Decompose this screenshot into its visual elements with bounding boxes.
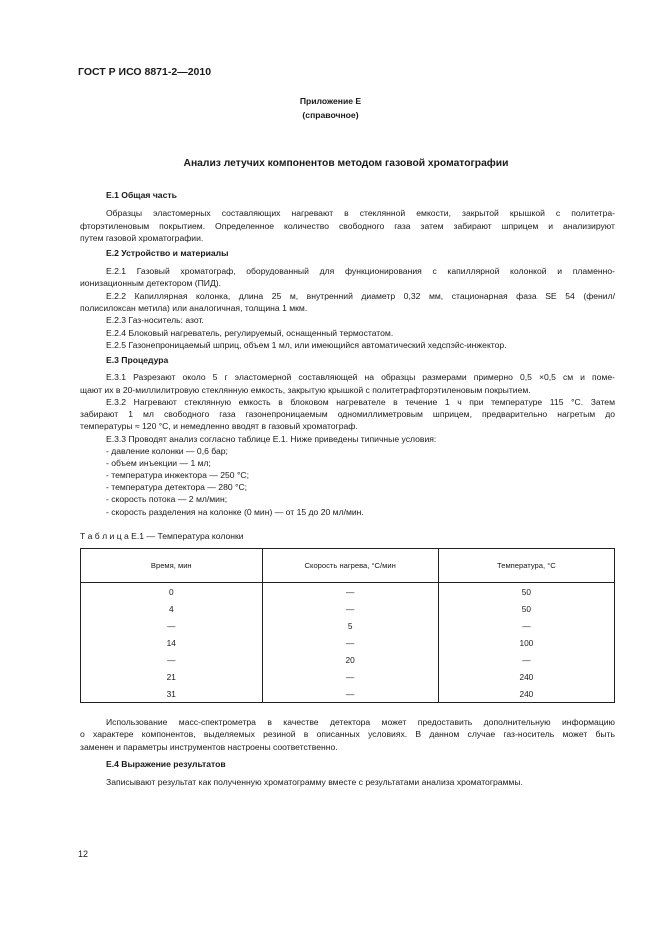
- table-row: [81, 634, 615, 651]
- annex-title: Приложение Е: [299, 96, 362, 106]
- paragraph-line: Е.3.1 Разрезают около 5 г эластомерной составляющей на образцы размерами примерно 0,5 ×0,5 см и поме-: [106, 372, 615, 382]
- section-heading: Е.2 Устройство и материалы: [106, 248, 229, 258]
- table-cell: —: [262, 634, 438, 651]
- paragraph-line: щают их в 20-миллилитровую стеклянную емкость, закрытую крышкой с политетрафторэтиленовым покрытием.: [80, 385, 531, 395]
- table-cell: —: [262, 668, 438, 685]
- paragraph-line: Использование масс-спектрометра в качестве детектора может предоставить дополнительную информацию: [106, 717, 615, 727]
- table-cell: —: [438, 651, 614, 668]
- list-item: - скорость разделения на колонке (0 мин) — от 15 до 20 мл/мин.: [106, 507, 364, 517]
- table-cell: 31: [81, 685, 263, 703]
- section-heading: Е.3 Процедура: [106, 355, 169, 365]
- paragraph-line: Е.2.4 Блоковый нагреватель, регулируемый, оснащенный термостатом.: [106, 328, 394, 338]
- paragraph-line: забирают 1 мл свободного газа газонепроницаемым одномиллиметровым шприцем, предварительно нагретым до: [80, 409, 615, 419]
- paragraph-line: Е.2.5 Газонепроницаемый шприц, объем 1 мл, или имеющийся автоматический хедспэйс-инжектор.: [106, 340, 507, 350]
- annex-subtitle: (справочное): [302, 110, 359, 120]
- table-cell: —: [81, 617, 263, 634]
- table-cell: —: [262, 685, 438, 703]
- paragraph-line: Е.2.1 Газовый хроматограф, оборудованный для функционирования с капиллярной колонкой и пламенно-: [106, 266, 615, 276]
- paragraph-line: путем газовой хроматографии.: [80, 233, 204, 243]
- table-cell: 14: [81, 634, 263, 651]
- paragraph-line: температуры ≈ 120 °С, и немедленно вводят в газовый хроматограф.: [80, 421, 358, 431]
- temperature-table: [80, 548, 615, 703]
- table-cell: 240: [438, 668, 614, 685]
- column-header-rate: Скорость нагрева, °С/мин: [262, 549, 438, 583]
- paragraph-line: Е.2.3 Газ-носитель: азот.: [106, 315, 204, 325]
- paragraph-line: Е.3.2 Нагревают стеклянную емкость в блоковом нагревателе в течение 1 ч при температуре 115 °С. Затем: [106, 397, 615, 407]
- table-row: [81, 685, 615, 703]
- paragraph-line: Е.3.3 Проводят анализ согласно таблице Е.1. Ниже приведены типичные условия:: [106, 434, 437, 444]
- table-row: [81, 583, 615, 601]
- table-cell: —: [262, 600, 438, 617]
- table-cell: 100: [438, 634, 614, 651]
- column-header-time: Время, мин: [81, 549, 263, 583]
- table-header-row: [81, 549, 615, 583]
- table-cell: —: [438, 617, 614, 634]
- table-cell: 4: [81, 600, 263, 617]
- paragraph-line: фторэтиленовым покрытием. Определенное количество свободного газа затем забирают шприцем и анализируют: [80, 221, 615, 231]
- paragraph-line: о характере компонентов, выделяемых резиной в описанных условиях. В данном случае газ-носитель может быть: [80, 729, 615, 739]
- main-title: Анализ летучих компонентов методом газовой хроматографии: [183, 158, 509, 169]
- paragraph-line: Образцы эластомерных составляющих нагревают в стеклянной емкости, закрытой крышкой с политетра-: [106, 208, 615, 218]
- table-row: [81, 617, 615, 634]
- table-row: [81, 651, 615, 668]
- paragraph-line: ионизационным детектором (ПИД).: [80, 278, 222, 288]
- paragraph-line: Записывают результат как полученную хроматограмму вместе с результатами анализа хроматограммы.: [106, 777, 523, 787]
- list-item: - температура инжектора — 250 °С;: [106, 470, 249, 480]
- table-cell: 20: [262, 651, 438, 668]
- table-cell: 50: [438, 600, 614, 617]
- table-row: [81, 600, 615, 617]
- table-caption: Т а б л и ц а Е.1 — Температура колонки: [80, 531, 244, 541]
- paragraph-line: заменен и параметры инструментов настроены соответственно.: [80, 742, 338, 752]
- table-cell: 0: [81, 583, 263, 601]
- section-heading: Е.1 Общая часть: [106, 190, 177, 200]
- document-header: ГОСТ Р ИСО 8871-2—2010: [78, 66, 212, 78]
- table-cell: 50: [438, 583, 614, 601]
- page-number: 12: [78, 849, 89, 859]
- paragraph-line: Е.2.2 Капиллярная колонка, длина 25 м, внутренний диаметр 0,32 мм, стационарная фаза SE 54 (фенил/: [106, 291, 615, 301]
- paragraph-line: полисилоксан метила) или аналогичная, толщина 1 мкм.: [80, 303, 308, 313]
- list-item: - температура детектора — 280 °С;: [106, 482, 248, 492]
- list-item: - давление колонки — 0,6 бар;: [106, 446, 228, 456]
- section-heading: Е.4 Выражение результатов: [106, 759, 226, 769]
- table-cell: 21: [81, 668, 263, 685]
- table-cell: 240: [438, 685, 614, 703]
- table-row: [81, 668, 615, 685]
- table-cell: —: [81, 651, 263, 668]
- list-item: - объем инъекции — 1 мл;: [106, 458, 211, 468]
- table-cell: 5: [262, 617, 438, 634]
- table-cell: —: [262, 583, 438, 601]
- column-header-temperature: Температура, °С: [438, 549, 614, 583]
- list-item: - скорость потока — 2 мл/мин;: [106, 494, 228, 504]
